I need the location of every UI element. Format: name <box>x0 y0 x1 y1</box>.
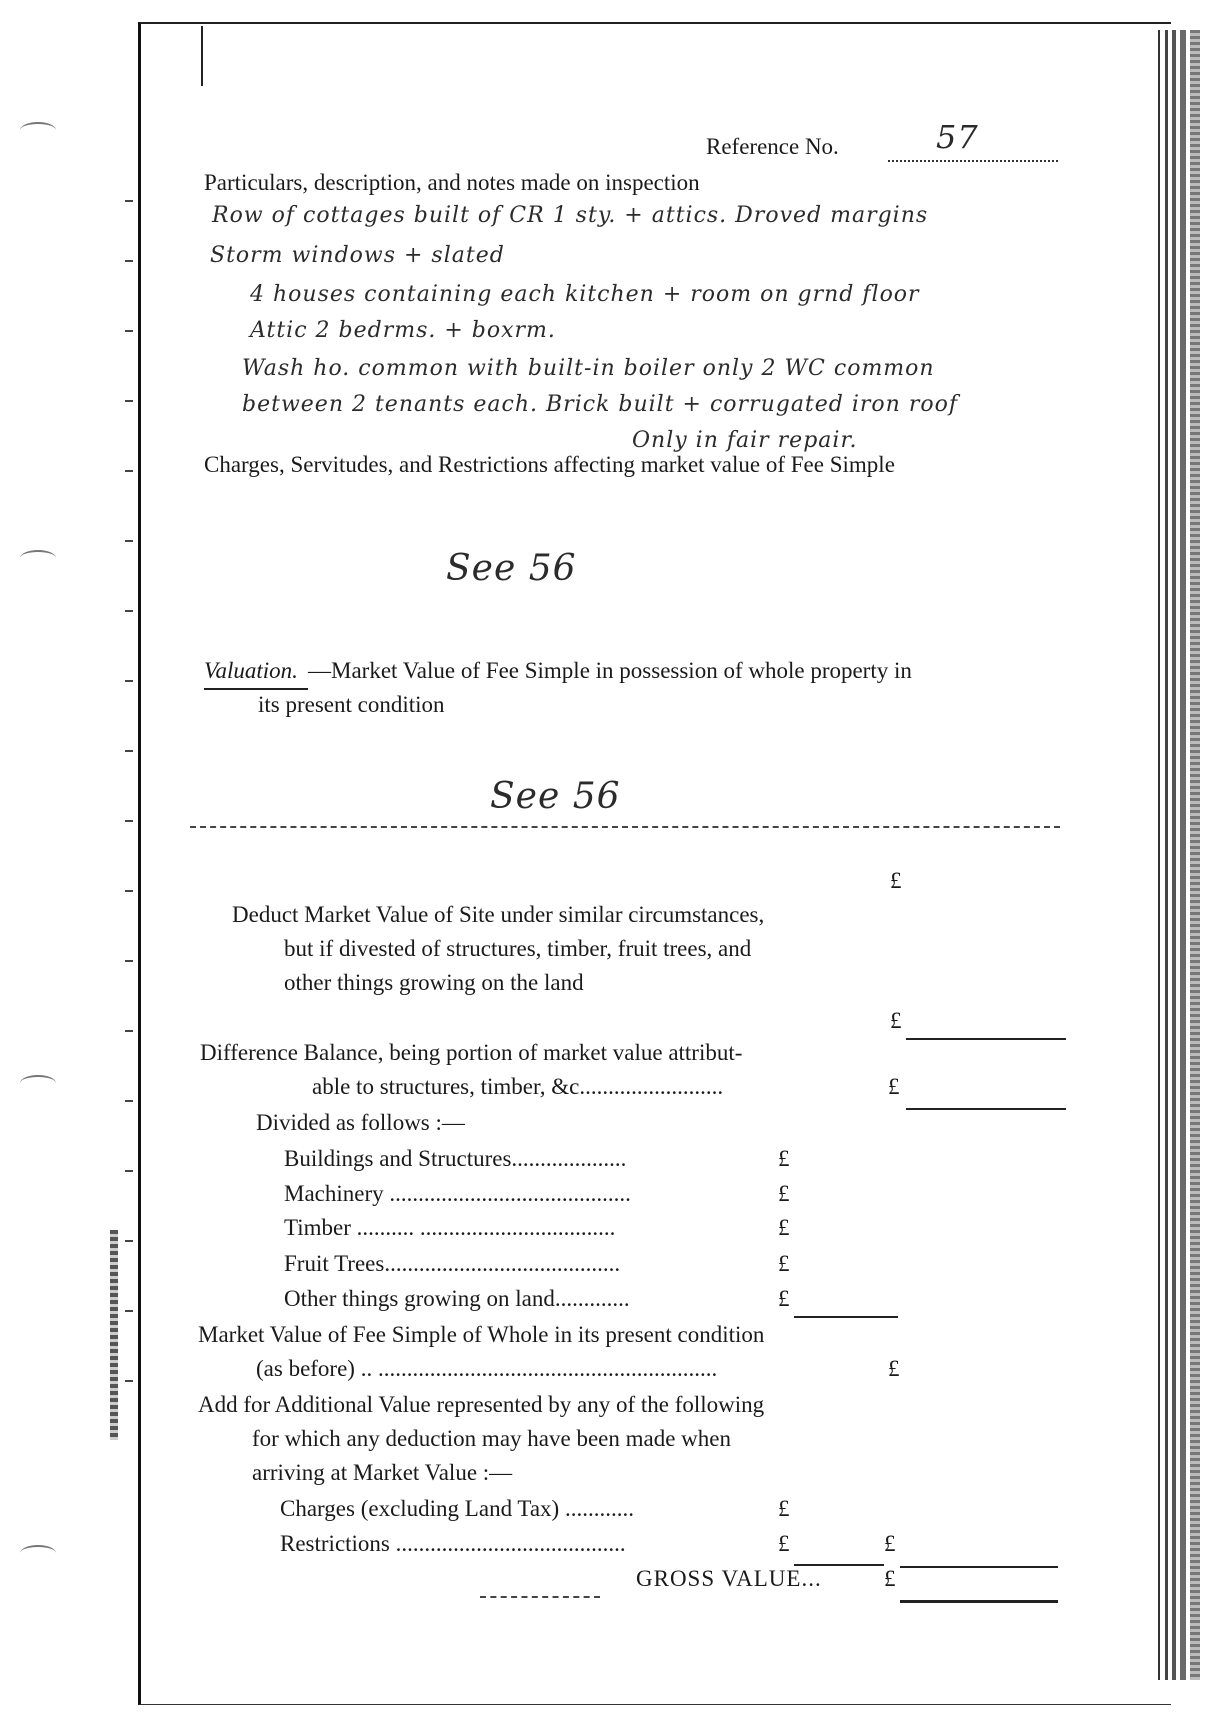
margin-stamp <box>110 1230 118 1440</box>
item-machinery: Machinery .......................................... <box>284 1181 631 1206</box>
valuation-see-note: See 56 <box>490 776 621 817</box>
note-line-7: Only in fair repair. <box>632 428 858 453</box>
note-line-1: Row of cottages built of CR 1 sty. + attics. Droved margins <box>212 203 929 228</box>
difference-line-2: able to structures, timber, &c......................... <box>312 1074 724 1099</box>
add-line-2: for which any deduction may have been made when <box>252 1426 731 1451</box>
divided-heading: Divided as follows :— <box>256 1110 465 1135</box>
add-line-1: Add for Additional Value represented by any of the following <box>198 1392 765 1417</box>
deduct-line-1: Deduct Market Value of Site under similar circumstances, <box>232 902 765 927</box>
difference-line-1: Difference Balance, being portion of market value attribut- <box>200 1040 743 1065</box>
valuation-text: —Market Value of Fee Simple in possession of whole property in <box>308 658 912 683</box>
charges-see-note: See 56 <box>446 548 577 589</box>
item-other-growing: Other things growing on land............. <box>284 1286 630 1311</box>
valuation-text-2: its present condition <box>258 692 445 717</box>
restrictions-item: Restrictions ........................................ <box>280 1531 626 1556</box>
market-whole-line-2: (as before) .. ........................................................... <box>256 1356 718 1381</box>
particulars-heading: Particulars, description, and notes made on inspection <box>204 170 700 195</box>
valuation-label: Valuation. <box>204 658 298 683</box>
item-buildings: Buildings and Structures.................... <box>284 1146 627 1171</box>
deduct-line-3: other things growing on the land <box>284 970 584 995</box>
item-fruit-trees: Fruit Trees......................................... <box>284 1251 621 1276</box>
deduct-line-2: but if divested of structures, timber, fruit trees, and <box>284 936 752 961</box>
gross-value-label: GROSS VALUE... <box>636 1566 822 1591</box>
form-page <box>138 22 1171 1705</box>
note-line-5: Wash ho. common with built-in boiler only 2 WC common <box>242 356 935 381</box>
note-line-2: Storm windows + slated <box>210 243 505 268</box>
reference-number: 57 <box>936 118 979 156</box>
binder-hole-mark <box>20 1075 56 1091</box>
charges-item: Charges (excluding Land Tax) ............ <box>280 1496 634 1521</box>
note-line-6: between 2 tenants each. Brick built + corrugated iron roof <box>242 392 958 417</box>
binder-hole-mark <box>20 550 56 566</box>
add-line-3: arriving at Market Value :— <box>252 1460 513 1485</box>
item-timber: Timber .......... .................................. <box>284 1215 616 1240</box>
market-whole-line-1: Market Value of Fee Simple of Whole in its present condition <box>198 1322 765 1347</box>
charges-heading: Charges, Servitudes, and Restrictions affecting market value of Fee Simple <box>204 452 895 477</box>
note-line-4: Attic 2 bedrms. + boxrm. <box>250 318 556 343</box>
reference-label: Reference No. <box>706 134 839 159</box>
binder-hole-mark <box>20 122 56 138</box>
note-line-3: 4 houses containing each kitchen + room on grnd floor <box>250 282 920 307</box>
binder-hole-mark <box>20 1545 56 1561</box>
